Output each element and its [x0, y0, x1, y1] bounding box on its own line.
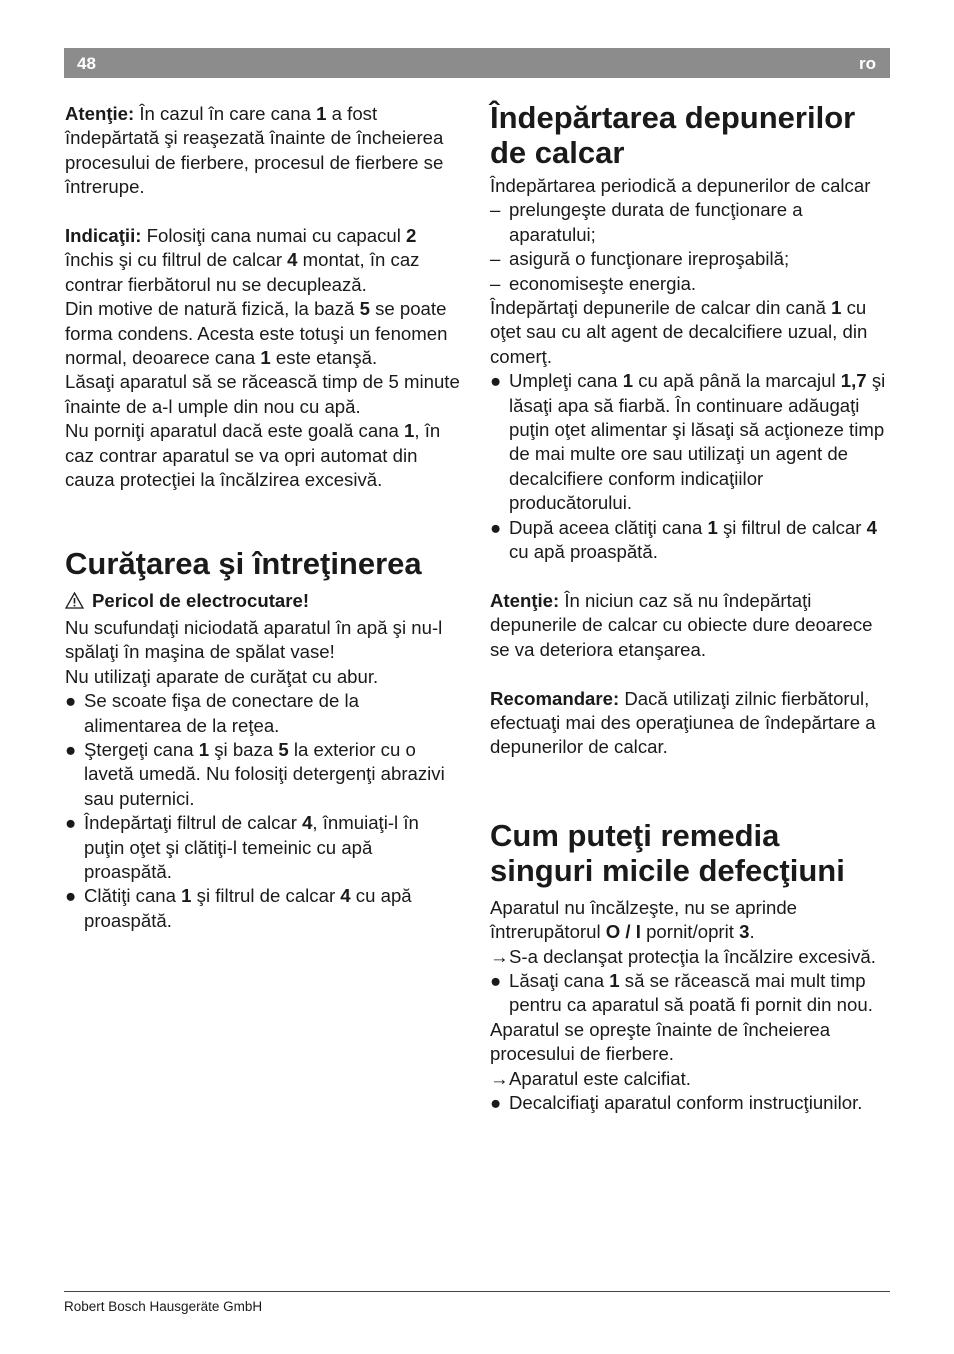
indications-paragraph: Indicaţii: Folosiţi cana numai cu capacul 2 închis şi cu filtrul de calcar 4 montat, în caz contrar fierbătorul nu se decuplează. [65, 225, 420, 295]
footer-company: Robert Bosch Hausgeräte GmbH [64, 1299, 263, 1314]
fault-no-heat: Aparatul nu încălzeşte, nu se aprinde întrerupătorul O / I pornit/oprit 3. [490, 896, 797, 943]
fault-early-stop: Aparatul se opreşte înainte de încheierea procesului de fierbere. [490, 1018, 831, 1065]
list-item: ● După aceea clătiţi cana 1 şi filtrul de calcar 4 cu apă proaspătă. [490, 516, 877, 563]
descaling-intro: Îndepărtarea periodică a depunerilor de calcar [490, 175, 871, 196]
cleaning-heading: Curăţarea şi întreţinerea [65, 546, 422, 582]
warning-triangle-icon [65, 591, 84, 615]
list-item: ● Decalcifiaţi aparatul conform instrucţiunilor. [490, 1091, 863, 1113]
list-item: ● Clătiţi cana 1 şi filtrul de calcar 4 cu apă proaspătă. [65, 885, 412, 931]
arrow-icon: → [490, 945, 509, 967]
language-code: ro [859, 54, 876, 73]
list-item: – economiseşte energia. [490, 272, 697, 294]
troubleshooting-heading: Cum puteţi remedia singuri micile defecţiuni [490, 817, 845, 888]
condensation-paragraph: Din motive de natură fizică, la bază 5 se poate forma condens. Acesta este totuşi un fenomen normal, deoarece cana 1 este etanşă. [65, 298, 448, 369]
page-number: 48 [77, 54, 96, 73]
right-column [490, 100, 890, 1115]
list-item: ● Lăsaţi cana 1 să se răcească mai mult timp pentru ca aparatul să poată fi pornit din nou. [490, 969, 873, 1016]
attention-paragraph: Atenţie: În cazul în care cana 1 a fost îndepărtată şi reaşezată înainte de încheierea procesului de fierbere, procesul de fierbere se întrerupe. [65, 103, 444, 198]
footer-divider [64, 1291, 890, 1292]
descaling-heading: Îndepărtarea depunerilor de calcar [490, 100, 856, 170]
cause-item: → Aparatul este calcifiat. [490, 1067, 890, 1091]
arrow-icon: → [490, 1067, 509, 1089]
no-immerse-text: Nu scufundaţi niciodată aparatul în apă şi nu-l spălaţi în maşina de spălat vase! [65, 616, 443, 663]
descaling-method: Îndepărtaţi depunerile de calcar din cană 1 cu oţet sau cu alt agent de decalcifiere uzual, din comerţ. [490, 297, 868, 367]
no-steam-text: Nu utilizaţi aparate de curăţat cu abur. [65, 665, 379, 687]
empty-kettle-paragraph: Nu porniţi aparatul dacă este goală cana 1, în caz contrar aparatul se va opri automat din cauza protecţiei la încălzirea excesivă. [65, 420, 441, 491]
list-item: – prelungeşte durata de funcţionare a aparatului; [490, 199, 803, 245]
list-item: ● Îndepărtaţi filtrul de calcar 4, înmuiaţi-l în puţin oţet şi clătiţi-l temeinic cu apă proaspătă. [65, 812, 419, 882]
left-column [65, 102, 460, 933]
attention-paragraph: Atenţie: În niciun caz să nu îndepărtaţi depunerile de calcar cu obiecte dure deoarece se va deteriora etanşarea. [490, 589, 873, 660]
list-item: – asigură o funcţionare ireproşabilă; [490, 248, 790, 270]
cooldown-paragraph: Lăsaţi aparatul să se răcească timp de 5 minute înainte de a-l umple din nou cu apă. [65, 371, 460, 417]
recommendation-paragraph: Recomandare: Dacă utilizaţi zilnic fierbătorul, efectuaţi mai des operaţiunea de îndepărtare a depunerilor de calcar. [490, 687, 876, 758]
danger-warning: Pericol de electrocutare! [65, 589, 460, 615]
cause-item: → S-a declanşat protecţia la încălzire excesivă. [490, 945, 890, 969]
list-item: ● Umpleţi cana 1 cu apă până la marcajul 1,7 şi lăsaţi apa să fiarbă. În continuare adăugaţi puţin oţet alimentar şi lăsaţi să acţioneze timp de mai multe ore sau utilizaţi un agent de decalcifiere conform indicaţiilor producătorului. [490, 370, 886, 514]
list-item: ● Se scoate fişa de conectare de la alimentarea de la reţea. [65, 690, 359, 736]
page-header-bar [64, 48, 890, 78]
list-item: ● Ştergeţi cana 1 şi baza 5 la exterior cu o lavetă umedă. Nu folosiţi detergenţi abrazivi sau puternici. [65, 738, 445, 809]
